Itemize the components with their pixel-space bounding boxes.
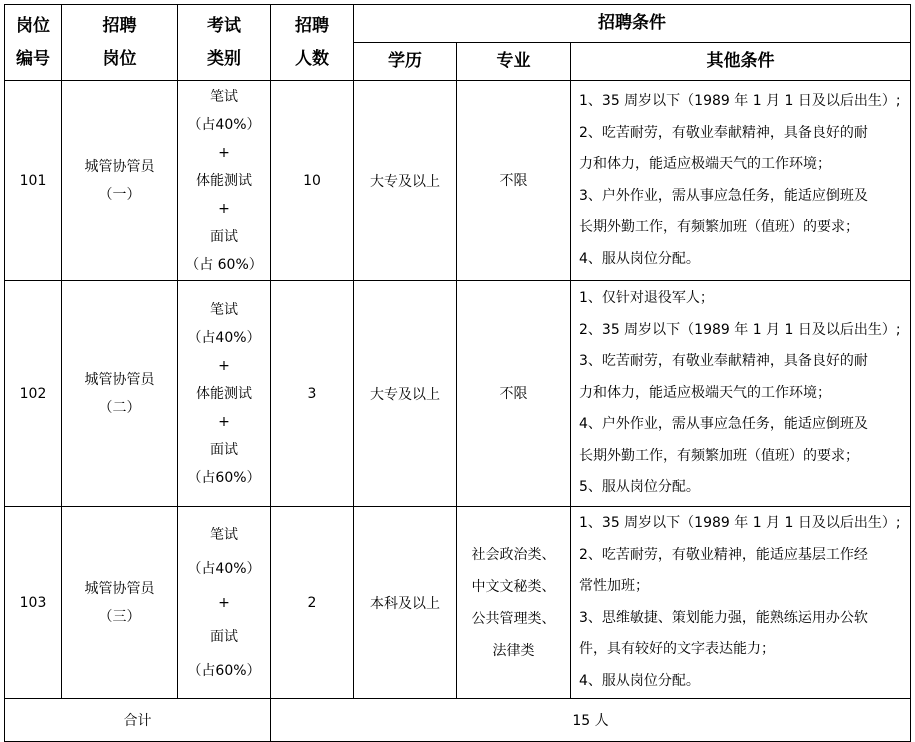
major-cell: 不限 [457, 281, 571, 507]
total-label: 合计 [5, 699, 271, 742]
post-code-cell: 103 [5, 507, 62, 699]
count-cell: 3 [271, 281, 354, 507]
header-post-code: 岗位 编号 [5, 5, 62, 81]
education-cell: 本科及以上 [354, 507, 457, 699]
total-value: 15 人 [271, 699, 911, 742]
header-major: 专业 [457, 43, 571, 81]
other-conditions-cell: 1、仅针对退役军人； 2、35 周岁以下（1989 年 1 月 1 日及以后出生）; 3、吃苦耐劳，有敬业奉献精神，具备良好的耐 力和体力，能适应极端天气的工作环境； 4、户外作业，需从事应急任务，能适应倒班及 长期外勤工作，有频繁加班（值班）的要求； 5、服从岗位分配。 [571, 281, 911, 507]
post-code-cell: 101 [5, 81, 62, 281]
education-cell: 大专及以上 [354, 281, 457, 507]
header-exam-type: 考试 类别 [178, 5, 271, 81]
table-row [5, 81, 911, 281]
exam-type-cell: 笔试 （占40%） + 体能测试 + 面试 （占60%） [178, 281, 271, 507]
header-row-1 [5, 5, 911, 43]
header-other: 其他条件 [571, 43, 911, 81]
major-cell: 不限 [457, 81, 571, 281]
recruitment-table [4, 4, 911, 742]
exam-type-cell: 笔试 （占40%） + 面试 （占60%） [178, 507, 271, 699]
header-count: 招聘 人数 [271, 5, 354, 81]
count-cell: 10 [271, 81, 354, 281]
header-education: 学历 [354, 43, 457, 81]
major-cell: 社会政治类、 中文文秘类、 公共管理类、 法律类 [457, 507, 571, 699]
table-row [5, 281, 911, 507]
post-name-cell: 城管协管员 （二） [62, 281, 178, 507]
education-cell: 大专及以上 [354, 81, 457, 281]
table-row [5, 507, 911, 699]
other-conditions-cell: 1、35 周岁以下（1989 年 1 月 1 日及以后出生）; 2、吃苦耐劳，有敬业奉献精神，具备良好的耐 力和体力，能适应极端天气的工作环境； 3、户外作业，需从事应急任务，能适应倒班及 长期外勤工作，有频繁加班（值班）的要求； 4、服从岗位分配。 [571, 81, 911, 281]
count-cell: 2 [271, 507, 354, 699]
other-conditions-cell: 1、35 周岁以下（1989 年 1 月 1 日及以后出生）; 2、吃苦耐劳，有敬业精神，能适应基层工作经 常性加班； 3、思维敏捷、策划能力强，能熟练运用办公软 件，具有较好的文字表达能力； 4、服从岗位分配。 [571, 507, 911, 699]
post-code-cell: 102 [5, 281, 62, 507]
header-post-name: 招聘 岗位 [62, 5, 178, 81]
post-name-cell: 城管协管员 （三） [62, 507, 178, 699]
total-row [5, 699, 911, 742]
exam-type-cell: 笔试 （占40%） + 体能测试 + 面试 （占 60%） [178, 81, 271, 281]
post-name-cell: 城管协管员 （一） [62, 81, 178, 281]
header-conditions: 招聘条件 [354, 5, 911, 43]
